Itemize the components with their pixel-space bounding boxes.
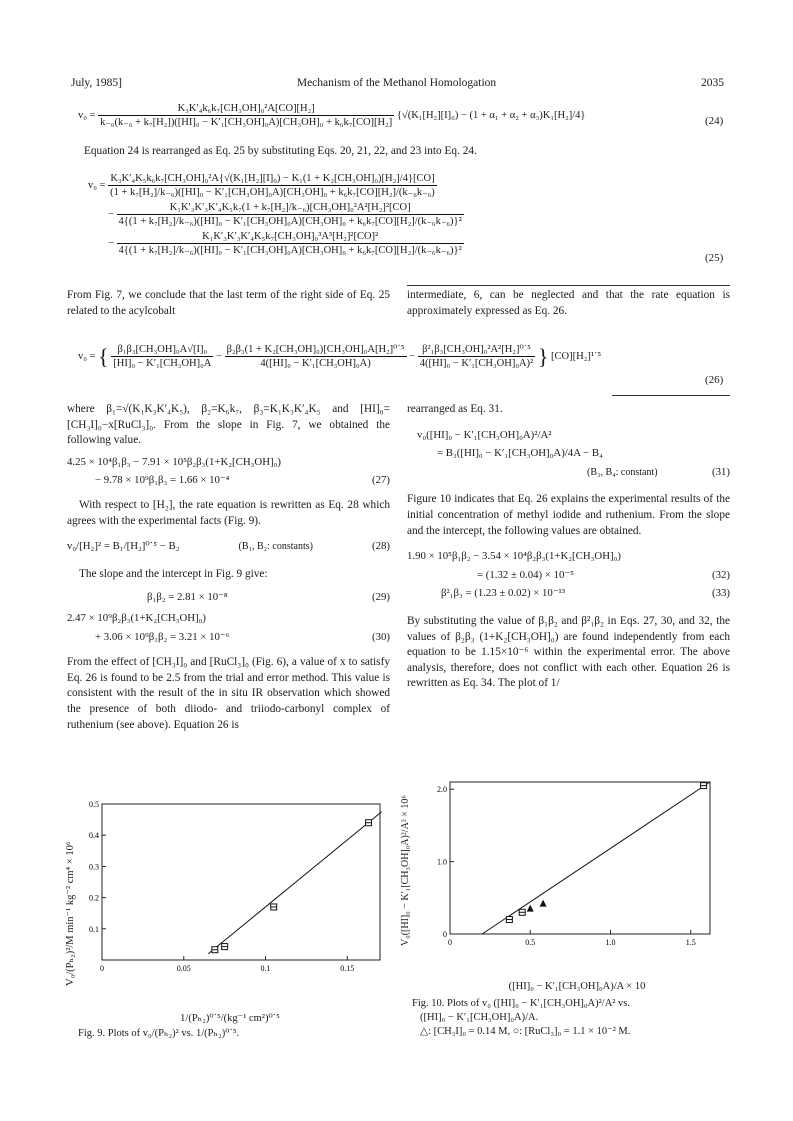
fig10-caption: Fig. 10. Plots of v₀ ([HI]₀ − K′₁[CH₃OH]₀A)²/A² vs. ([HI]₀ − K′₁[CH₃OH]₀A)/A. △: [CH₃I]₀ = 0.14 M, ○: [RuCl₃]₀ = 1.1 × 10⁻² M. xyxy=(412,998,631,1037)
figure-10 xyxy=(398,776,728,991)
eq-number-26: (26) xyxy=(705,374,724,386)
eq-number-25: (25) xyxy=(705,252,724,264)
fig10-xtick-label: 0 xyxy=(448,938,452,947)
fig9-xtick-label: 0.15 xyxy=(340,964,355,973)
fig9-ytick-label: 0.1 xyxy=(89,924,99,934)
running-header-left: July, 1985] xyxy=(71,77,123,89)
fig10-data-point xyxy=(527,905,534,912)
fig9-ytick-label: 0.5 xyxy=(89,800,99,809)
fig9-xtick-label: 0.05 xyxy=(176,964,191,973)
eq-number-24: (24) xyxy=(705,115,724,127)
fig9-y-axis-label: V₀/(Pₕ₂)²/M min⁻¹ kg⁻² cm⁴ × 10⁶ xyxy=(65,841,76,986)
fig10-data-point xyxy=(540,900,547,907)
figure-9 xyxy=(60,790,390,1030)
fig9-xtick-label: 0.1 xyxy=(260,964,271,973)
fig9-caption: Fig. 9. Plots of v₀/(Pₕ₂)² vs. 1/(Pₕ₂)⁰˙⁵. xyxy=(78,1028,240,1039)
fig10-ytick-label: 0 xyxy=(443,930,447,939)
fig9-x-axis-label: 1/(Pₕ₂)⁰˙⁵/(kg⁻¹ cm²)⁰˙⁵ xyxy=(180,1013,280,1024)
paragraph-right-1: intermediate, 6, can be neglected and that the rate equation is approximately expressed as Eq. 26. xyxy=(407,289,730,317)
fig9-fit-line xyxy=(208,812,381,954)
fig10-frame xyxy=(450,782,710,934)
fig9-plot xyxy=(60,790,390,1030)
text-after-eq24: Equation 24 is rearranged as Eq. 25 by substituting Eqs. 20, 21, 22, and 23 into Eq. 24. xyxy=(84,145,477,157)
rule-eq26 xyxy=(612,395,730,396)
fig9-xtick-label: 0 xyxy=(100,964,104,973)
fig10-y-axis-label: V₀([HI]₀ − K′₁[CH₃OH]₀A)²/A² × 10⁶ xyxy=(400,795,411,946)
fig10-x-axis-label: ([HI]₀ − K′₁[CH₃OH]₀A)/A × 10 xyxy=(508,981,646,992)
fig9-ytick-label: 0.4 xyxy=(89,831,99,841)
page-number: 2035 xyxy=(701,77,724,89)
equation-25: v₀ = K₃K′₄K₅k₆k₇[CH₃OH]₀²A{√(K₁[H₂][I]₀) − K₁(1 + K₂[CH₃OH]₀)[H₂]/4}[CO] (1 + k₇[H₂]/k₋₆)([HI]₀ − K′₁[CH₃OH]₀A)[CH₃OH]₀ + k₆k₇[CO][H₂]/(k₋₆k₋₆) − K₁K′₃K′₃K′₄K₅k₇(1 + k₇[H₂]/k₋₆)[CH₃OH]₀²A²[H₂]²[CO] 4{(1 + k₇[H₂]/k₋₆)([HI]₀ − K′₁[CH₃OH]₀A)[CH₃OH]₀ + k₆k₇[CO][H₂]/(k₋₆k₋₆)}² − K₁K′₃K′₃K′₄K₅k₇[CH₃OH]₀³A³[H₂]²[CO]² 4{(1 + k₇[H₂]/k₋₆)([HI]₀ − K′₁[CH₃OH]₀A)[CH₃OH]₀ + k₆k₇[CO][H₂]/(k₋₆k₋₆)}² xyxy=(88,173,462,256)
fig9-ytick-label: 0.3 xyxy=(89,862,99,872)
right-column: rearranged as Eq. 31. v₀([HI]₀ − K′₁[CH₃OH]₀A)²/A² = B₃([HI]₀ − K′₁[CH₃OH]₀A)/4A − B₄ (B₃, B₄: constant) (31) Figure 10 indicates that Eq. 26 explains the experimental results of the initial concentration of methyl iodide and ruthenium. From the slope and the intercept, the following values are obtained. 1.90 × 10⁵β₁β₂ − 3.54 × 10⁴β₂β₃(1+K₂[CH₃OH]₀) = (1.32 ± 0.04) × 10⁻⁵ (32) β²₁β₃ = (1.23 ± 0.02) × 10⁻¹³ (33) By substituting the value of β₁β₂ and β²₁β₂ in Eqs. 27, 30, and 32, the values of β₂β₃ (1+K₂[CH₃OH]₀) are found independently from each equation to be 1.15×10⁻⁶ within the experimental error. The above analysis, therefore, does not conflict with each other. Equation 26 is rewritten as Eq. 34. The plot of 1/ xyxy=(407,403,730,690)
fig10-xtick-label: 1.0 xyxy=(605,938,616,947)
paragraph-left-1: From Fig. 7, we conclude that the last term of the right side of Eq. 25 related to the acylcobalt xyxy=(67,289,390,317)
fig10-xtick-label: 0.5 xyxy=(525,938,536,947)
equation-24: v₀ = K₃K′₄k₆k₇[CH₃OH]₀²A[CO][H₂] k₋₆(k₋₆ + k₇[H₂])([HI]₀ − K′₁[CH₃OH]₀A)[CH₃OH]₀ + k₆k₇[CO][H₂] {√(K₁[H₂][I]₀) − (1 + α₁ + α₂ + α₃)K₁[H₂]/4} xyxy=(78,103,586,128)
fig10-fit-line xyxy=(482,782,710,934)
fig9-frame xyxy=(102,804,380,960)
fig10-ytick-label: 1.0 xyxy=(437,857,447,867)
running-header-title: Mechanism of the Methanol Homologation xyxy=(296,77,497,89)
fig10-plot xyxy=(398,776,728,991)
equation-26: v₀ = { $\frac{\text{β₁β₃[CH₃OH]₀A√[I]₀}}{\text{[HI]₀ − K′₁[CH₃OH]₀A}}$ − $\frac{\text{β₂β₃(1 + K₂[CH₃OH]₀)[CH₃OH]₀A[H₂]⁰˙⁵}}{\text{4([HI]₀ − K′₁[CH₃OH]₀A)}}$ − $\frac{\text{β²₁β₃[CH₃OH]₀²A²[H₂]⁰˙⁵}}{\text{4([HI]₀ − K′₁[CH₃OH]₀A)²}}$ } [CO][H₂]¹˙⁵ xyxy=(78,344,602,369)
rule-right xyxy=(407,285,730,286)
fig10-xtick-label: 1.5 xyxy=(685,938,696,947)
fig9-ytick-label: 0.2 xyxy=(89,893,99,903)
fig10-ytick-label: 2.0 xyxy=(437,785,447,795)
left-column: where β₁=√(K₁K₃K′₄K₅), β₂=K₆k₇, β₃=K₁K₃K′₄K₅ and [HI]₀=[CH₃I]₀−x[RuCl₃]₀. From the slope in Fig. 7, we obtained the following value. 4.25 × 10⁴β₁β₃ − 7.91 × 10⁵β₂β₃(1+K₂[CH₃OH]₀) − 9.78 × 10⁹β₁β₃ = 1.66 × 10⁻⁴ (27) With respect to [H₂], the rate equation is rewritten as Eq. 28 which agrees with the experimental facts (Fig. 9). v₀/[H₂]² = B₁/[H₂]⁰˙⁵ − B₂ (B₁, B₂: constants) (28) The slope and the intercept in Fig. 9 give: β₁β₂ = 2.81 × 10⁻⁸ (29) 2.47 × 10⁹β₂β₃(1+K₂[CH₃OH]₀) + 3.06 × 10⁹β₁β₂ = 3.21 × 10⁻⁶ (30) From the effect of [CH₃I]₀ and [RuCl₃]₀ (Fig. 6), a value of x to satisfy Eq. 26 is found to be 2.5 from the trial and error method. This value is consistent with the result of the in situ IR observation which showed the presence of both diiodo- and triiodo-carbonyl complex of ruthenium (see above). Equation 26 is xyxy=(67,403,390,731)
